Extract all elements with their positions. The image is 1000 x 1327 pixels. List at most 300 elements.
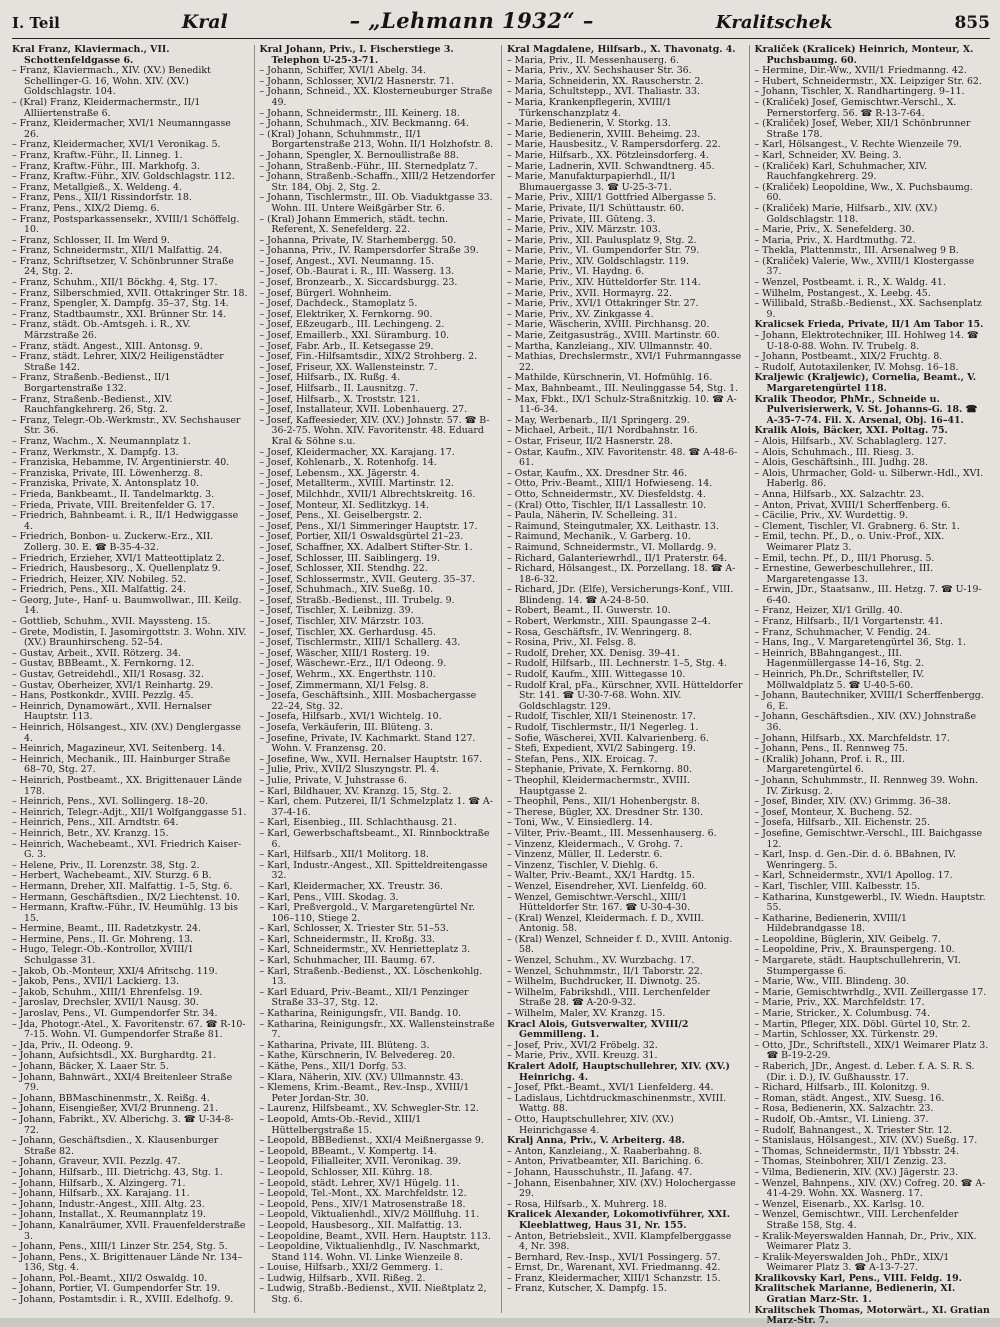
directory-entry: – Leopold, Viktualienhdl., XIV/2 Möllfluhg. 11. xyxy=(259,1209,480,1221)
directory-entry: – Karl, Industr.-Angest., XII. Spitteldreitengasse 32. xyxy=(259,859,488,882)
directory-entry: – Frieda, Bankbeamt., II. Tandelmarktg. 3. xyxy=(12,488,215,500)
directory-entry: – Marie, Priv., VI. Gumpendorfer Str. 79. xyxy=(507,245,700,257)
header-keyword-right: Kralitschek xyxy=(715,12,833,33)
directory-entry: – Jaroslav, Pens., VI. Gumpendorfer Str. 34. xyxy=(12,1008,218,1020)
directory-entry: – Marie, Manufakturpapierhdl., II/1 Blumauergasse 3. ☎ U-25-3-71. xyxy=(507,171,677,193)
directory-entry: – Josef, Dachdeck., Stamoplatz 5. xyxy=(259,298,418,310)
directory-entry: – Ostar, Kaufm., XIV. Favoritenstr. 48. ☎ A-48-6-61. xyxy=(507,446,738,469)
directory-entry: – Johann, Hilfsarb., XX. Karajang. 11. xyxy=(12,1188,190,1200)
directory-entry: – Hubert, Schneidermstr., XX. Leipziger Str. 62. xyxy=(754,75,982,87)
directory-entry: – (Kraliček) Valerie, Ww., XVIII/1 Klostergasse 37. xyxy=(754,255,975,278)
directory-entry: – Leopold, Filialleiter, XVII. Veronikag. 39. xyxy=(259,1156,462,1168)
directory-entry: – Marie, Private, II/1 Schüttaustr. 60. xyxy=(507,202,685,214)
directory-entry: – Maria, Krankenpflegerin, XVIII/1 Türkenschanzplatz 4. xyxy=(507,96,672,119)
directory-entry: – Rudolf, Ob.-Amtsr., VI. Linieng. 37. xyxy=(754,1113,929,1125)
directory-entry: – Johann, Schiffer, XVI/1 Abelg. 34. xyxy=(259,65,427,77)
directory-entry: – Ernestine, Gewerbeschullehrer., III. Margaretengasse 13. xyxy=(754,563,934,585)
directory-entry: – Franz, Kleidermacher, XIII/1 Schanzstr. 15. xyxy=(507,1272,721,1284)
directory-entry: – Johann, Postamtsdir. i. R., XVIII. Edelhofg. 9. xyxy=(12,1294,234,1306)
directory-entry: – Franz, Postsparkassensekr., XVIII/1 Schöffelg. 10. xyxy=(12,213,240,236)
directory-entry: – Heinrich, BBahngangest., III. Hagenmüllergasse 14–16, Stg. 2. xyxy=(754,647,925,670)
directory-entry: – Josefine, Gemischtwr.-Verschl., III. Baichgasse 12. xyxy=(754,827,983,850)
directory-entry: – Karl, Kleidermacher, XX. Treustr. 36. xyxy=(259,880,444,892)
directory-entry: – Rudolf, Hilfsarb., III. Lechnerstr. 1–5, Stg. 4. xyxy=(507,658,727,670)
directory-entry: – Johann, Tischler, X. Randhartingerg. 9–11. xyxy=(754,86,965,98)
directory-entry: – Josef, Metallterm., XVIII. Martinstr. 12. xyxy=(259,478,455,490)
directory-entry: – Josef, Schlosser, XII. Stendhg. 22. xyxy=(259,563,428,575)
directory-entry: – Johann, Schuhmmstr., II. Rennweg 39. Wohn. IV. Zirkusg. 2. xyxy=(754,774,978,797)
page-number: 855 xyxy=(954,13,990,33)
directory-entry: – Wilhelm, Maler, XV. Kranzg. 15. xyxy=(507,1008,666,1020)
directory-entry: – Josefa, Hilfsarb., XVI/1 Wichtelg. 10. xyxy=(259,711,442,723)
directory-entry: – Heinrich, Betr., XV. Kranzg. 15. xyxy=(12,827,169,839)
directory-entry: – Paula, Näherin, IV. Schelleing. 31. xyxy=(507,510,678,522)
directory-entry: – Johann, Geschäftsdien., XIV. (XV.) Johnstraße 36. xyxy=(754,711,977,733)
directory-entry: Kralik Theodor, PhMr., Schneide u. Pulverisierwerk, V. St. Johanns-G. 18. ☎ A-35-7-74. Fil. X. Arsenal, Obj. 16–41. xyxy=(754,393,978,426)
directory-entry: – Marie, Priv., XIII/1 Gottfried Albergasse 5. xyxy=(507,192,717,204)
directory-entry: – Franz, Kraftw.-Führ., III. Markhofg. 3. xyxy=(12,160,201,172)
directory-entry: – Karl, Schneidermstr., XVI/1 Apollog. 17. xyxy=(754,870,953,882)
directory-entry: – Klara, Näherin, XIV. (XV.) Ullmannstr. 43. xyxy=(259,1071,464,1083)
directory-entry: – Josef, Straßb.-Bedienst., III. Trubelg. 9. xyxy=(259,594,455,606)
directory-entry: – Johann, Eisenbahner, XIV. (XV.) Holochergasse 29. xyxy=(507,1177,736,1200)
directory-entry: – Max, Bahnbeamt., III. Neulinggasse 54, Stg. 1. xyxy=(507,383,739,394)
directory-entry: – Leopold, BBBedienst., XXI/4 Meißnergasse 9. xyxy=(259,1135,484,1147)
directory-entry: – Franz, Spengler, X. Dampfg. 35–37, Stg. 14. xyxy=(12,298,229,310)
directory-entry: – Katharine, Bedienerin, XVIII/1 Hildebrandgasse 18. xyxy=(754,912,907,935)
directory-entry: – Rosa, Bedienerin, XX. Salzachtr. 23. xyxy=(754,1103,934,1115)
directory-entry: – Josef, Kaffeesieder, XIV. (XV.) Johnstr. 57. ☎ B-36-2-75. Wohn. XIV. Favoritenstr. 48. Eduard Kral & Söhne s.u. xyxy=(259,414,490,447)
directory-entry: – Josef, Schlosser, III. Saiblingerg. 19. xyxy=(259,552,440,564)
directory-entry: – Leopold, Schlosser, XII. Kührg. 18. xyxy=(259,1166,433,1178)
directory-entry: – Johann, Straßenb.-Führ., III. Sternedplatz 7. xyxy=(259,160,478,172)
directory-entry: – Gustav, Oberheizer, XVI/1 Reinhartg. 29. xyxy=(12,679,214,691)
directory-column-2 xyxy=(254,45,496,1313)
directory-entry: – Josef, Lebensm., XX. Jägerstr. 4. xyxy=(259,467,420,479)
directory-entry: – Robert, Werkmstr., XIII. Spaungasse 2–4. xyxy=(507,616,711,628)
directory-entry: – Franz, Pens., XIX/2 Diemg. 6. xyxy=(12,202,160,214)
directory-entry: – Johann, Pens., X. Brigittenauer Lände Nr. 134–136, Stg. 4. xyxy=(12,1251,243,1274)
directory-entry: – Raimund, Mechanik., V. Garberg. 10. xyxy=(507,531,691,543)
directory-entry: Kraliček (Kralicek) Heinrich, Monteur, X. Puchsbaumg. 60. xyxy=(754,44,974,66)
directory-entry: – Anton, Privat, XVIII/1 Scherffenberg. 6. xyxy=(754,499,951,511)
directory-entry: – Marie, Private, III. Güteng. 3. xyxy=(507,213,656,225)
directory-entry: – Max, Fbkt., IX/1 Schulz-Straßnitzkig. 10. ☎ A-11-6-34. xyxy=(507,393,737,416)
directory-entry: – Marie, Bedienerin, XVIII. Beheimg. 23. xyxy=(507,128,701,140)
directory-entry: – Ludwig, Straßb.-Bedienst., XVII. Nießtplatz 2, Stg. 6. xyxy=(259,1283,487,1306)
directory-entry: – (Kraliček) Leopoldine, Ww., X. Puchsbaumg. 60. xyxy=(754,181,973,204)
directory-entry: – Johann, Hilfsarb., XX. Marchfeldstr. 17. xyxy=(754,732,950,744)
directory-entry: – Franz, Straßenb.-Bedienst., XIV. Rauchfangkehrerg. 26, Stg. 2. xyxy=(12,393,173,416)
directory-entry: Kracl Alois, Gutsverwalter, XVIII/2 Gemmilleng. 1. xyxy=(507,1018,689,1041)
directory-entry: – Stanislaus, Hölsangest., XIV. (XV.) Sueßg. 17. xyxy=(754,1135,978,1147)
directory-entry: – Franz, Wachm., X. Neumannplatz 1. xyxy=(12,435,191,447)
directory-entry: – Franz, Hilfsarb., II/1 Vorgartenstr. 41. xyxy=(754,616,944,628)
directory-entry: – Josef, Pens., XI/1 Simmeringer Hauptstr. 17. xyxy=(259,520,478,532)
directory-entry: – Rudolf Kral, pFa., Kürschner, XVII. Hütteldorfer Str. 141. ☎ U-30-7-68. Wohn. XIV. Goldschlagstr. 129. xyxy=(507,679,743,712)
directory-entry: – Martin, Pfleger, XIX. Döbl. Gürtel 10, Str. 2. xyxy=(754,1018,971,1030)
directory-entry: – Josef, Binder, XIV. (XV.) Grimmg. 36–38. xyxy=(754,796,951,808)
directory-entry: – Hans, Ing., V. Margaretengürtel 36, Stg. 1. xyxy=(754,637,966,649)
directory-entry: – Franz, Metallgieß., X. Weldeng. 4. xyxy=(12,181,182,193)
directory-entry: – Raimund, Schneidermstr., VI. Mollardg. 9. xyxy=(507,541,717,553)
directory-entry: – Friedrich, Hausbesorg., X. Quellenplatz 9. xyxy=(12,563,221,575)
directory-entry: – Theophil, Kleidermachermstr., XVIII. Hauptgasse 2. xyxy=(507,774,690,797)
directory-entry: – Johann, Installat., X. Reumannplatz 19. xyxy=(12,1209,206,1221)
directory-entry: – Heinrich, Dynamowärt., XVII. Hernalser Hauptstr. 113. xyxy=(12,700,212,723)
directory-entry: – Wenzel, Gemischtwr., VIII. Lerchenfelder Straße 158, Stg. 4. xyxy=(754,1209,959,1231)
directory-entry: – Alois, Geschäftsinh., III. Judhg. 28. xyxy=(754,457,928,469)
directory-entry: – Marie, Priv., XX. Marchfeldstr. 17. xyxy=(754,997,925,1009)
directory-entry: – Josef, Zimmermann, XI/1 Felsg. 8. xyxy=(259,679,429,691)
directory-entry: – Rosa, Hilfsarb., X. Muhrerg. 18. xyxy=(507,1198,667,1210)
directory-entry: – Rudolf, Autotaxilenker, IV. Mohsg. 16–18. xyxy=(754,361,959,373)
directory-entry: – Marie, Ladnerin, XVII. Schwandtnerg. 45. xyxy=(507,160,715,172)
directory-entry: Kralert Adolf, Hauptschullehrer, XIV. (XV.) Heinrichg. 4. xyxy=(507,1061,730,1083)
directory-entry: – Stefan, Pens., XIX. Eroicag. 7. xyxy=(507,753,658,765)
directory-entry: – Karl, Insp. d. Gen.-Dir. d. ö. BBahnen, IV. Wenringerg. 5. xyxy=(754,849,957,871)
directory-entry: – Hermann, Dreher, XII. Malfattig. 1–5, Stg. 6. xyxy=(12,880,233,892)
directory-entry: – Thekla, Plattenmstr., III. Arsenalweg 9 B. xyxy=(754,245,959,257)
directory-entry: Kralitschek Thomas, Motorwärt., XI. Gratian Marz-Str. 7. xyxy=(754,1304,990,1327)
directory-entry: – Wilhelm, Buchdrucker, II. Diwnotg. 25. xyxy=(507,976,701,988)
directory-entry: – Vilter, Priv.-Beamt., III. Messenhauserg. 6. xyxy=(507,827,717,839)
directory-entry: – Wenzel, Eisenarb., XX. Karlsg. 10. xyxy=(754,1198,925,1210)
directory-entry: – Marie, Priv., X. Senefelderg. 30. xyxy=(754,224,915,236)
directory-entry: – Marie, Hausbesitz., V. Rampersdorferg. 22. xyxy=(507,139,721,151)
directory-entry: – Josefa, Hilfsarb., XII. Eichenstr. 25. xyxy=(754,817,931,829)
directory-entry: – Heinrich, Hölsangest., XIV. (XV.) Denglergasse 4. xyxy=(12,722,241,744)
directory-entry: – Roman, städt. Angest., XIV. Suesg. 16. xyxy=(754,1092,945,1104)
directory-entry: – Leopoldine, Viktualienhdlg., IV. Naschmarkt, Stand 114. Wohn. VI. Linke Wienzeile 8. xyxy=(259,1241,481,1263)
directory-entry: – Maria, Priv., II. Messenhauserg. 6. xyxy=(507,54,679,66)
directory-columns xyxy=(12,44,990,1327)
directory-entry: – Heinrich, Postbeamt., XX. Brigittenauer Lände 178. xyxy=(12,774,242,797)
directory-entry: – Hermann, Kraftw.-Führ., IV. Heumühlg. 13 bis 15. xyxy=(12,902,238,924)
directory-entry: – Josef, Wehrm., XX. Engerthstr. 110. xyxy=(259,669,436,681)
directory-entry: – Friedrich, Pens., XII. Malfattig. 24. xyxy=(12,584,186,596)
directory-entry: – Franz, städt. Ob.-Amtsgeh. i. R., XV. Märzstraße 26. xyxy=(12,319,191,342)
directory-entry: – Jda, Photogr.-Atel., X. Favoritenstr. 67. ☎ R-10-7-15. Wohn. VI. Gumpendorfer Straße 81. xyxy=(12,1018,246,1041)
directory-entry: – Marie, Priv., XIV. Goldschlagstr. 119. xyxy=(507,255,689,267)
directory-entry: – Josef, Fin.-Hilfsamtsdir., XIX/2 Strohberg. 2. xyxy=(259,351,478,363)
directory-entry: – Johann, Schlosser, XVI/2 Hasnerstr. 71. xyxy=(259,75,454,87)
directory-entry: – Karl, Tischler, VIII. Kalbesstr. 15. xyxy=(754,880,921,892)
directory-entry: – Jaroslav, Drechsler, XVII/1 Nausg. 30. xyxy=(12,997,199,1009)
directory-entry: – Marie, Priv., XIV. Märzstr. 103. xyxy=(507,224,661,236)
directory-entry: – May, Werbenarb., II/1 Springerg. 29. xyxy=(507,414,690,426)
directory-entry: – Franz, Straßenb.-Bedienst., II/1 Borgartenstraße 132. xyxy=(12,372,171,394)
directory-entry: – Anton, Betriebsleit., XVII. Klampfelberggasse 4, Nr. 398. xyxy=(507,1230,732,1253)
directory-entry: – Ernst, Dr., Warenant, XVI. Friedmanng. 42. xyxy=(507,1262,721,1274)
directory-entry: – Karl, Schneidermstr., XV. Henrietteplatz 3. xyxy=(259,944,471,956)
directory-entry: – Stefi, Expedient, XVI/2 Sabingerg. 19. xyxy=(507,743,696,755)
directory-entry: – Johann, Straßenb.-Schaffn., XIII/2 Hetzendorfer Str. 184, Obj. 2, Stg. 2. xyxy=(259,171,495,193)
directory-entry: – Karl, Hilfsarb., XII/1 Molitorg. 18. xyxy=(259,849,429,861)
directory-entry: – Franziska, Private, X. Antonsplatz 10. xyxy=(12,478,200,490)
directory-entry: – Josef, Monteur, X. Bucheng. 52. xyxy=(754,806,913,818)
directory-entry: – Marie, Bedienerin, V. Storkg. 13. xyxy=(507,118,671,130)
directory-entry: – Richard, JDr. (Elfe), Versicherungs-Konf., VIII. Blindeng. 14. ☎ A-24-8-50. xyxy=(507,584,734,606)
directory-entry: – Josef, Hilfsarb., IX. Rußg. 4. xyxy=(259,372,401,384)
directory-entry: – Jakob, Pens., XVII/1 Lackierg. 13. xyxy=(12,976,180,988)
directory-entry: – Johann, Pens., XIII/1 Linzer Str. 254, Stg. 5. xyxy=(12,1241,228,1253)
directory-entry: – Josef, Pfkt.-Beamt., XVI/1 Lienfelderg. 44. xyxy=(507,1082,714,1094)
directory-entry: – Johann, Aufsichtsdl., XX. Burghardtg. 21. xyxy=(12,1050,217,1062)
directory-entry: – Josef, Friseur, XX. Wallensteinstr. 7. xyxy=(259,361,438,373)
directory-entry: – Friedrich, Erzieher, XVI/1 Matteottiplatz 2. xyxy=(12,552,225,564)
directory-entry: – Josef, Kohlenarb., X. Rotenhofg. 14. xyxy=(259,457,437,469)
directory-column-1 xyxy=(12,45,248,1313)
directory-entry: – Josef, Pens., XI. Geiselbergstr. 2. xyxy=(259,510,422,522)
directory-entry: – Josef, Bürgerl. Wohnheim. xyxy=(259,287,392,299)
directory-entry: – Josef, Angest., XVI. Neumanng. 15. xyxy=(259,255,435,267)
directory-entry: – Karl, Hölsangest., V. Rechte Wienzeile 79. xyxy=(754,139,962,151)
directory-entry: – Stephanie, Private, X. Fernkorng. 80. xyxy=(507,764,692,776)
directory-entry: – Martha, Kanzleiang., XIV. Ullmannstr. 40. xyxy=(507,340,713,352)
directory-entry: – Josef, Eßzeugarb., III. Lechingeng. 2. xyxy=(259,319,445,331)
directory-entry: – Johann, Elektrotechniker, III. Hohlweg 14. ☎ U-18-0-88. Wohn. IV. Trubelg. 8. xyxy=(754,330,979,352)
directory-entry: – Franz, Schuhmacher, V. Fendig. 24. xyxy=(754,626,931,638)
directory-entry: – Alois, Schuhmach., III. Riesg. 3. xyxy=(754,446,915,458)
directory-entry: – Hermann, Geschäftsdien., IX/2 Liechtenst. 10. xyxy=(12,891,241,903)
directory-entry: – Louise, Hilfsarb., XXI/2 Gemmerg. 1. xyxy=(259,1262,443,1274)
directory-entry: – Wenzel, Bahnpens., XIV. (XV.) Cofreg. 20. ☎ A-41-4-29. Wohn. XX. Wasnerg. 17. xyxy=(754,1177,986,1200)
directory-entry: – Michael, Arbeit., II/1 Nordbahnstr. 16. xyxy=(507,425,698,437)
directory-entry: – Marie, Wäscherin, XVIII. Pirchhansg. 20. xyxy=(507,319,710,331)
directory-entry: – Josef, Hilfsarb., II. Lausnitzg. 7. xyxy=(259,383,419,394)
directory-entry: – Wilhelm, Fabrikshdl., VIII. Lerchenfelder Straße 28. ☎ A-20-9-32. xyxy=(507,986,710,1009)
directory-entry: – Laurenz, Hilfsbeamt., XV. Schwegler-Str. 12. xyxy=(259,1103,479,1115)
directory-entry: – Josef, Installateur, XVII. Lobenhauerg. 27. xyxy=(259,404,468,416)
directory-entry: – Sofie, Wäscherei, XVII. Kalvarienberg. 6. xyxy=(507,732,709,744)
directory-entry: – Leopoldine, Büglerin, XIV. Geibelg. 7. xyxy=(754,933,941,945)
directory-entry: Kralitschek Marianne, Bedienerin, XI. Gratian Marz-Str. 1. xyxy=(754,1283,956,1306)
directory-entry: – Katharina, Private, III. Blüteng. 3. xyxy=(259,1039,430,1051)
directory-entry: – Johann, Bäcker, X. Laaer Str. 5. xyxy=(12,1061,169,1072)
directory-entry: – Josef, Schaffner, XX. Adalbert Stifter-Str. 1. xyxy=(259,541,473,553)
directory-entry: – Heinrich, Magazineur, XVI. Seitenberg. 14. xyxy=(12,743,226,755)
directory-entry: – Franz, Heizer, XI/1 Grillg. 40. xyxy=(754,605,903,617)
directory-entry: – Mathilde, Kürschnerin, VI. Hofmühlg. 16. xyxy=(507,372,713,384)
directory-entry: – Gustav, Arbeit., XVII. Rötzerg. 34. xyxy=(12,647,182,659)
directory-entry: – Richard, Hilfsarb., III. Kolonitzg. 9. xyxy=(754,1082,930,1094)
directory-entry: – Toni, Ww., V. Einsiedlerg. 14. xyxy=(507,817,653,829)
directory-entry: – Robert, Beamt., II. Guwerstr. 10. xyxy=(507,605,671,617)
directory-entry: – (Kral) Franz, Kleidermachermstr., II/1 Alliiertenstraße 6. xyxy=(12,96,201,119)
directory-entry: – Karl, Schuhmacher, III. Baumg. 67. xyxy=(259,955,436,967)
directory-entry: – Josef, Elektriker, X. Fernkorng. 90. xyxy=(259,308,433,320)
directory-entry: – Johann, BBMaschinenmstr., X. Reißg. 4. xyxy=(12,1092,210,1104)
directory-entry: – Rudolf, Tischler, XII/1 Steinenostr. 17. xyxy=(507,711,696,723)
directory-entry: Kralikovsky Karl, Pens., VIII. Feldg. 19. xyxy=(754,1272,962,1284)
directory-entry: – (Kral) Wenzel, Kleidermach. f. D., XVIII. Antonig. 58. xyxy=(507,912,704,935)
directory-entry: – Josef, Tischler, X. Leibnizg. 39. xyxy=(259,605,414,617)
directory-entry: – Frieda, Private, VIII. Breitenfelder G. 17. xyxy=(12,499,215,511)
directory-entry: – Johann, Portier, VI. Gumpendorfer Str. 19. xyxy=(12,1283,221,1295)
directory-entry: – Josef, Monteur, XI. Sedlitzkyg. 14. xyxy=(259,499,429,511)
directory-entry: – Johann, Schuhmach., XIV. Beckmanng. 64. xyxy=(259,118,469,130)
directory-entry: – Josef, Bronzearb., X. Siccardsburgg. 23. xyxy=(259,277,458,289)
directory-entry: – Johann, Pens., II. Rennweg 75. xyxy=(754,743,908,755)
directory-entry: – Vilma, Bedienerin, XIV. (XV.) Jägerstr. 23. xyxy=(754,1166,959,1178)
directory-entry: – Josef, Tischler, XIV. Märzstr. 103. xyxy=(259,616,425,628)
directory-entry: – Emil, techn. Pf., D., o. Univ.-Prof., XIX. Weimarer Platz 3. xyxy=(754,531,945,553)
directory-entry: – Karl, chem. Putzerei, II/1 Schmelzplatz 1. ☎ A-37-4-16. xyxy=(259,796,493,818)
directory-entry: – Johann, Postbeamt., XIX/2 Fruchtg. 8. xyxy=(754,351,943,363)
directory-entry: – Leopold, Pens., XIV/1 Matrosenstraße 18. xyxy=(259,1198,466,1210)
directory-entry: – Herbert, Wachebeamt., XIV. Sturzg. 6 B. xyxy=(12,870,212,882)
directory-entry: – Martin, Schlosser, XX. Türkenstr. 29. xyxy=(754,1029,938,1041)
directory-entry: – Josef, Wäschewr.-Erz., II/1 Odeong. 9. xyxy=(259,658,447,670)
directory-entry: – Walter, Priv.-Beamt., XX/1 Hardtg. 15. xyxy=(507,870,695,882)
directory-entry: – Hugo, Telegr.-Ob.-Kontrollor, XVIII/1 Schulgasse 31. xyxy=(12,944,194,967)
directory-entry: Kral Magdalene, Hilfsarb., X. Thavonatg. 4. xyxy=(507,44,736,55)
directory-entry: – Emil, techn. Pf., D., III/1 Phorusg. 5. xyxy=(754,552,935,564)
header-keyword-left: Kral xyxy=(181,11,228,33)
directory-entry: – Karl, Gewerbschaftsbeamt., XI. Rinnbocktraße 6. xyxy=(259,827,490,850)
directory-entry: – Maria, Schneiderin, XX. Rauscherstr. 2. xyxy=(507,75,704,87)
directory-entry: – Ostar, Friseur, II/2 Hasnerstr. 28. xyxy=(507,435,673,447)
directory-entry: – Franz, Telegr.-Ob.-Werkmstr., XV. Sechshauser Str. 36. xyxy=(12,414,241,437)
directory-entry: – Johann, Schneid., XX. Klosterneuburger Straße 49. xyxy=(259,86,493,108)
directory-entry: – Karl, Pens., VIII. Skodag. 3. xyxy=(259,891,399,903)
directory-entry: – Marie, Priv., XV. Zinkgasse 4. xyxy=(507,308,654,320)
directory-entry: – Karl, Preßvergold., V. Margaretengürtel Nr. 106–110, Stiege 2. xyxy=(259,902,475,924)
directory-entry: – Franz, Kleidermacher, XVI/1 Neumanngasse 26. xyxy=(12,118,231,140)
directory-entry: – Johann, Geschäftsdien., X. Klausenburger Straße 82. xyxy=(12,1135,219,1157)
directory-entry: – (Kralik) Johann, Prof. i. R., III. Margaretengürtel 6. xyxy=(754,753,905,776)
directory-entry: – Otto, JDr., Schriftstell., XIX/1 Weimarer Platz 3. ☎ B-19-2-29. xyxy=(754,1039,989,1062)
directory-entry: – Anton, Kanzleiang., X. Raaberbahng. 8. xyxy=(507,1145,703,1157)
directory-entry: – Josef, Wäscher, XIII/1 Rosterg. 19. xyxy=(259,647,430,659)
directory-entry: – Josefine, Ww., XVII. Hernalser Hauptstr. 167. xyxy=(259,753,483,765)
directory-entry: Kralicsek Frieda, Private, II/1 Am Tabor 15. xyxy=(754,319,984,331)
directory-entry: – Alois, Uhrmacher, Gold- u. Silberwr.-Hdl., XVI. Haberlg. 86. xyxy=(754,467,984,490)
directory-entry: – Franz, Schriftsetzer, V. Schönbrunner Straße 24, Stg. 2. xyxy=(12,255,234,278)
directory-entry: – Rudolf, Bahnangest., X. Triester Str. 12. xyxy=(754,1124,953,1136)
directory-entry: – Kathe, Kürschnerin, IV. Belvedereg. 20. xyxy=(259,1050,456,1062)
directory-entry: – Maria, Schultstepp., XVI. Thaliastr. 33. xyxy=(507,86,700,98)
directory-entry: Kraljewic (Kraljewic), Cornelia, Beamt., V. Margaretengürtel 118. xyxy=(754,372,977,394)
directory-entry: – Friedrich, Heizer, XIV. Nobileg. 52. xyxy=(12,573,187,585)
directory-entry: – (Kraliček) Josef, Gemischtwr.-Verschl., X. Pernerstorferg. 56. ☎ R-13-7-64. xyxy=(754,96,957,119)
directory-entry: – Wenzel, Eisendreher, XVI. Lienfeldg. 60. xyxy=(507,880,707,892)
directory-entry: – Franz, Kutscher, X. Dampfg. 15. xyxy=(507,1283,667,1295)
directory-entry: – Richard, Galanteriewrhdl., II/1 Praterstr. 64. xyxy=(507,552,728,564)
directory-entry: – Karl, Straßenb.-Bedienst., XX. Löschenkohlg. 13. xyxy=(259,965,483,988)
directory-entry: – Julie, Private, V. Juhstrasse 6. xyxy=(259,774,408,786)
directory-entry: – Josef, Hilfsarb., X. Troststr. 121. xyxy=(259,393,420,405)
directory-entry: – Franz, Schuhm., XII/1 Böckhg. 4, Stg. 17. xyxy=(12,277,218,289)
directory-entry: – Johann, Graveur, XVII. Pezzlg. 47. xyxy=(12,1156,181,1168)
directory-entry: – Rudolf, Tischlermstr., II/1 Negerleg. 1. xyxy=(507,722,699,733)
directory-entry: – Franz, Silberschmied, XVII. Ottakringer Str. 18. xyxy=(12,287,248,299)
directory-entry: – Rosina, Priv., XI. Felsg. 8. xyxy=(507,637,637,649)
directory-entry: – Otto, Schneidermstr., XV. Diesfeldstg. 4. xyxy=(507,488,706,500)
directory-entry: – Wenzel, Postbeamt. i. R., X. Waldg. 41. xyxy=(754,277,946,289)
directory-entry: – Karl, Bildhauer, XV. Kranzg. 15, Stg. 2. xyxy=(259,785,452,797)
directory-entry: – Ladislaus, Lichtdruckmaschinenmstr., XVIII. Wattg. 88. xyxy=(507,1092,727,1115)
directory-entry: – Hans, Postkonkdr., XVIII. Pezzlg. 45. xyxy=(12,690,194,702)
directory-entry: – Josefa, Geschäftsinh., XIII. Mosbachergasse 22–24, Stg. 32. xyxy=(259,690,477,712)
publication-title: – „Lehmann 1932“ – xyxy=(349,8,594,33)
directory-entry: – Franz, Schneidermstr., XII/1 Malfattig. 24. xyxy=(12,245,223,257)
directory-entry: – Gustav, BBBeamt., X. Fernkorng. 12. xyxy=(12,658,195,670)
directory-entry: – Johann, Schneidermstr., III. Keinerg. 18. xyxy=(259,107,460,119)
directory-entry: – Theophil, Pens., XII/1 Hohenbergstr. 8. xyxy=(507,796,700,808)
directory-entry: – Wilhelm, Postangest., X. Leebg. 45. xyxy=(754,287,931,299)
directory-entry: – Karl, Schlosser, X. Triester Str. 51–53. xyxy=(259,923,449,935)
directory-entry: – Maria, Priv., X. Hardtmuthg. 72. xyxy=(754,234,916,246)
directory-entry: – Vinzenz, Kleidermach., V. Grohg. 7. xyxy=(507,838,683,850)
directory-entry: – Käthe, Pens., XII/1 Dorfg. 53. xyxy=(259,1061,407,1072)
directory-entry: – Josef, Emaillerb., XXI. Süramburg. 10. xyxy=(259,330,450,342)
directory-entry: – Heinrich, Pens., XVI. Sollingerg. 18–20. xyxy=(12,796,209,808)
directory-entry: – Johann, Pol.-Beamt., XII/2 Oswaldg. 10. xyxy=(12,1272,208,1284)
directory-entry: – Helene, Priv., II. Lorenzstr. 38, Stg. 2. xyxy=(12,859,200,871)
directory-entry: – Thomas, Steinbohrer, XII/1 Zenzig. 23. xyxy=(754,1156,947,1168)
directory-entry: – Wenzel, Gemischtwr.-Verschl., XIII/1 Hütteldorfer Str. 167. ☎ U-30-4-30. xyxy=(507,891,691,914)
directory-entry: – Johann, Hausschuhstr., II. Jafang. 47. xyxy=(507,1166,693,1178)
directory-entry: – Johann, Industr.-Angest., XIII. Altg. 23. xyxy=(12,1198,205,1210)
directory-entry: – Marie, Hilfsarb., XX. Pötzleinsdorferg. 4. xyxy=(507,149,709,161)
directory-entry: – Josef, Portier, XII/1 Oswaldsgürtel 21–23. xyxy=(259,531,464,543)
directory-entry: – Karl, Schneidermstr., II. Kroßg. 33. xyxy=(259,933,436,945)
directory-entry: – Leopoldine, Beamt., XVII. Hern. Hauptstr. 113. xyxy=(259,1230,491,1242)
directory-entry: – Josef, Priv., XVI/2 Fröbelg. 32. xyxy=(507,1039,658,1051)
directory-entry: – (Kraliček) Marie, Hilfsarb., XIV. (XV.) Goldschlagstr. 118. xyxy=(754,202,938,225)
directory-entry: – (Kraliček) Josef, Weber, XII/1 Schönbrunner Straße 178. xyxy=(754,118,971,140)
directory-entry: – Cäcilie, Priv., XV. Wurdettig. 9. xyxy=(754,510,909,522)
directory-entry: – Franz, Kraftw.-Führ., XIV. Goldschlagstr. 112. xyxy=(12,171,235,183)
directory-entry: – Franz, Stadtbaumstr., XXI. Brünner Str. 14. xyxy=(12,308,227,320)
directory-entry: – Ostar, Kaufm., XX. Dresdner Str. 46. xyxy=(507,467,688,479)
directory-entry: – Julie, Priv., XVII/2 Sluszyngstr. Pl. 4. xyxy=(259,764,440,776)
directory-entry: – Johanna, Private, IV. Starhembergg. 50. xyxy=(259,234,457,246)
directory-entry: – Kralik-Meyerswalden Hannah, Dr., Priv., XIX. Weimarer Platz 3. xyxy=(754,1230,977,1253)
directory-entry: – Jda, Priv., II. Odeong. 9. xyxy=(12,1039,134,1051)
directory-entry: – Therese, Bügler, XX. Dresdner Str. 130. xyxy=(507,806,703,818)
directory-entry: – Karl Eduard, Priv.-Beamt., XII/1 Penzinger Straße 33–37, Stg. 12. xyxy=(259,986,469,1009)
directory-entry: – Karl, Eisenbieg., III. Schlachthausg. 21. xyxy=(259,817,457,829)
directory-entry: – Marie, Priv., XII. Paulusplatz 9, Stg. 2. xyxy=(507,234,697,246)
directory-entry: – (Kral) Johann Emmerich, städt. techn. Referent, X. Senefelderg. 22. xyxy=(259,213,449,236)
directory-column-3 xyxy=(501,45,743,1313)
directory-entry: – Gustav, Getreidehdl., XII/1 Rosasg. 32. xyxy=(12,669,204,681)
directory-entry: – Josefine, Private, IV. Kachmarkt. Stand 127. Wohn. V. Franzensg. 20. xyxy=(259,732,476,755)
directory-entry: – Franz, Kraftw.-Führ., II. Linneg. 1. xyxy=(12,149,183,161)
directory-entry: – Leopold, städt. Lehrer, XV/1 Hügelg. 11. xyxy=(259,1177,460,1189)
directory-entry: – Clement, Tischler, VI. Grabnerg. 6. Str. 1. xyxy=(754,520,960,532)
directory-entry: – Franz, Pens., XII/1 Rissindorfstr. 18. xyxy=(12,192,192,204)
directory-entry: – Rosa, Geschäftsfr., IV. Wenringerg. 8. xyxy=(507,626,693,638)
directory-entry: – Bernhard, Rev.-Insp., XVI/1 Possingerg. 57. xyxy=(507,1251,721,1263)
directory-entry: – Leopold, Tel.-Mont., XX. Marchfeldstr. 12. xyxy=(259,1188,467,1200)
directory-entry: – Gottlieb, Schuhm., XVII. Mayssteng. 15. xyxy=(12,616,211,628)
directory-entry: – Marie, Zeitgasusträg., XVIII. Martinstr. 60. xyxy=(507,330,720,342)
directory-entry: – Franz, städt. Lehrer, XIX/2 Heiligenstädter Straße 142. xyxy=(12,351,224,373)
directory-entry: – Georg, Jute-, Hanf- u. Baumwollwar., III. Keilg. 14. xyxy=(12,594,242,617)
directory-entry: – Johann, Kanalräumer, XVII. Frauenfelderstraße 3. xyxy=(12,1219,246,1242)
directory-entry: – Marie, Stricker., X. Columbusg. 74. xyxy=(754,1008,930,1020)
directory-entry: – Friedrich, Bonbon- u. Zuckerw.-Erz., XII. Zollerg. 30. E. ☎ B-35-4-32. xyxy=(12,531,214,553)
directory-entry: – Marie, Priv., XVI/1 Ottakringer Str. 27. xyxy=(507,298,699,310)
directory-entry: – Raimund, Steingutmaler, XX. Leithastr. 13. xyxy=(507,520,719,532)
directory-entry: – Vinzenz, Müller, II. Lederstr. 6. xyxy=(507,849,663,861)
directory-entry: – Vinzenz, Tischler, V. Diehlg. 6. xyxy=(507,859,659,871)
directory-entry: – Marie, Priv., XIV. Hütteldorfer Str. 114. xyxy=(507,277,701,289)
